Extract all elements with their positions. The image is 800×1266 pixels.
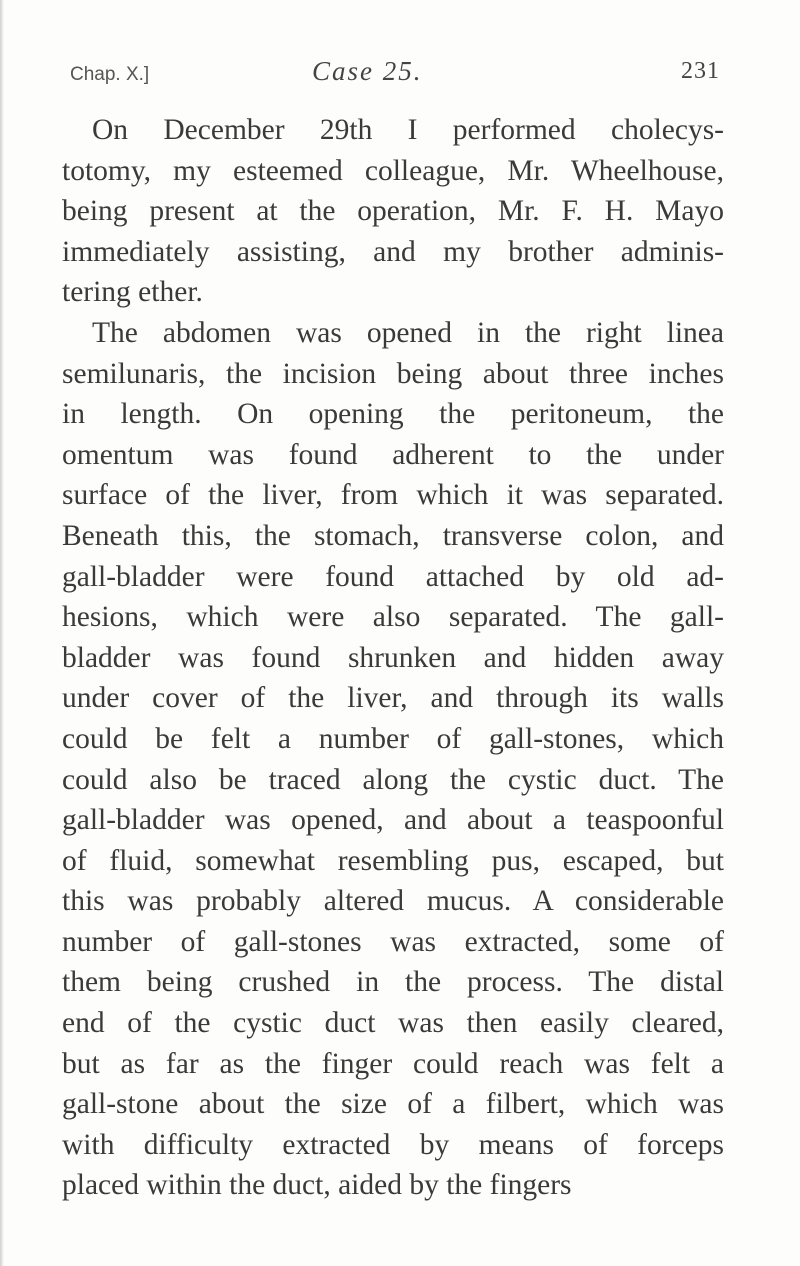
text-line: bladder was found shrunken and hidden away — [62, 641, 724, 674]
text-line: gall-stone about the size of a filbert, which was — [62, 1088, 724, 1121]
text-line: semilunaris, the incision being about three inches — [62, 357, 724, 390]
text-line: of fluid, somewhat resembling pus, escaped, but — [62, 844, 724, 877]
text-line: this was probably altered mucus. A considerable — [62, 885, 724, 918]
chapter-label: Chap. X.] — [70, 64, 150, 85]
text-line: surface of the liver, from which it was separated. — [62, 479, 724, 512]
text-line: hesions, which were also separated. The gall- — [62, 601, 724, 634]
running-header — [70, 56, 720, 96]
text-line: end of the cystic duct was then easily cleared, — [62, 1007, 724, 1040]
text-line: gall-bladder was opened, and about a teaspoonful — [62, 804, 724, 837]
running-title: Case 25. — [312, 56, 423, 86]
page-number: 231 — [681, 58, 720, 84]
text-line: The abdomen was opened in the right linea — [92, 316, 724, 349]
text-line: placed within the duct, aided by the fingers — [62, 1169, 572, 1202]
text-line: but as far as the finger could reach was felt a — [62, 1047, 724, 1080]
text-line: tering ether. — [62, 276, 203, 309]
text-line: could also be traced along the cystic duct. The — [62, 763, 724, 796]
paragraph — [62, 313, 724, 1206]
text-line: totomy, my esteemed colleague, Mr. Wheelhouse, — [62, 154, 724, 187]
text-line: immediately assisting, and my brother adminis- — [62, 235, 724, 268]
text-line: On December 29th I performed cholecys- — [92, 114, 724, 146]
paragraph — [62, 110, 724, 313]
text-line: number of gall-stones was extracted, some of — [62, 925, 724, 958]
text-line: in length. On opening the peritoneum, the — [62, 398, 724, 431]
text-line: omentum was found adherent to the under — [62, 438, 724, 471]
text-line: could be felt a number of gall-stones, which — [62, 722, 724, 755]
text-line: gall-bladder were found attached by old ad- — [62, 560, 724, 593]
page-edge — [0, 0, 4, 1266]
body-text — [62, 110, 724, 1206]
text-line: them being crushed in the process. The distal — [62, 966, 724, 999]
text-line: under cover of the liver, and through its walls — [62, 682, 724, 715]
text-line: Beneath this, the stomach, transverse colon, and — [62, 519, 724, 552]
text-line: being present at the operation, Mr. F. H. Mayo — [62, 195, 724, 228]
text-line: with difficulty extracted by means of forceps — [62, 1128, 724, 1161]
